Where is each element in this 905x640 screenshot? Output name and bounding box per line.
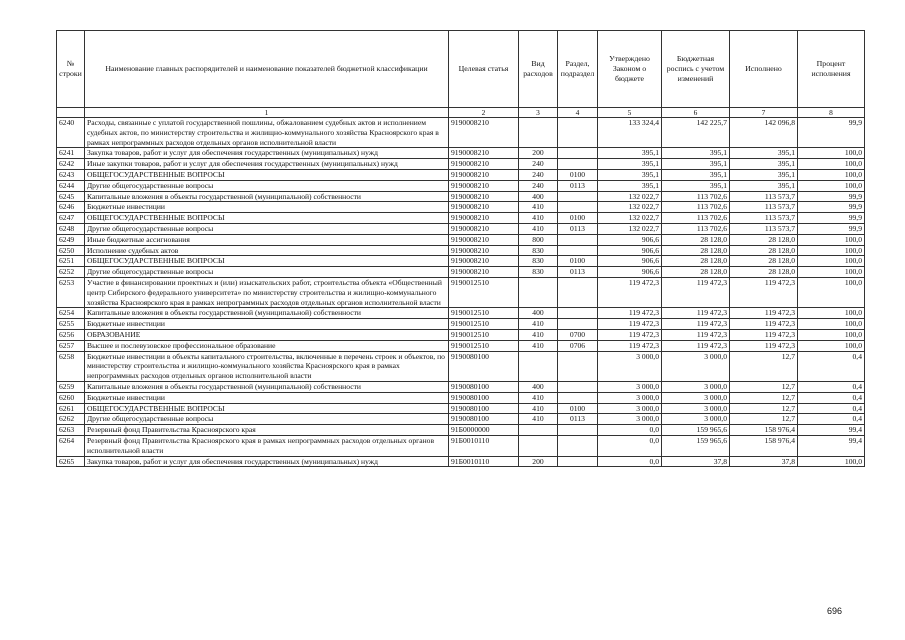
- budget-schedule-amount-cell: 28 128,0: [662, 234, 730, 245]
- row-number-cell: 6255: [57, 319, 85, 330]
- executed-amount-cell: 12,7: [730, 381, 798, 392]
- table-row: [57, 340, 865, 351]
- execution-percent-cell: 100,0: [798, 340, 865, 351]
- row-name-cell: Другие общегосударственные вопросы: [85, 223, 449, 234]
- table-row: [57, 148, 865, 159]
- budget-schedule-amount-cell: 3 000,0: [662, 351, 730, 381]
- row-number-cell: 6259: [57, 381, 85, 392]
- approved-amount-cell: 906,6: [598, 234, 662, 245]
- expense-type-cell: [519, 425, 558, 436]
- section-cell: 0100: [558, 256, 598, 267]
- budget-schedule-amount-cell: 28 128,0: [662, 245, 730, 256]
- header-row-number: № строки: [57, 31, 85, 108]
- execution-percent-cell: 100,0: [798, 456, 865, 467]
- executed-amount-cell: 37,8: [730, 456, 798, 467]
- approved-amount-cell: 3 000,0: [598, 414, 662, 425]
- executed-amount-cell: 395,1: [730, 159, 798, 170]
- column-number-blank: [57, 108, 85, 118]
- table-row: [57, 435, 865, 456]
- budget-schedule-amount-cell: 113 702,6: [662, 202, 730, 213]
- budget-schedule-amount-cell: 142 225,7: [662, 118, 730, 148]
- row-name-cell: Высшее и послевузовское профессиональное образование: [85, 340, 449, 351]
- executed-amount-cell: 113 573,7: [730, 191, 798, 202]
- budget-schedule-amount-cell: 113 702,6: [662, 223, 730, 234]
- executed-amount-cell: 113 573,7: [730, 213, 798, 224]
- execution-percent-cell: 100,0: [798, 148, 865, 159]
- row-number-cell: 6262: [57, 414, 85, 425]
- row-number-cell: 6253: [57, 277, 85, 307]
- execution-percent-cell: 100,0: [798, 234, 865, 245]
- section-cell: [558, 277, 598, 307]
- executed-amount-cell: 119 472,3: [730, 319, 798, 330]
- row-name-cell: Капитальные вложения в объекты государственной (муниципальной) собственности: [85, 308, 449, 319]
- expense-type-cell: 410: [519, 414, 558, 425]
- target-article-cell: 9190012510: [449, 319, 519, 330]
- approved-amount-cell: 132 022,7: [598, 202, 662, 213]
- row-number-cell: 6251: [57, 256, 85, 267]
- row-name-cell: Иные закупки товаров, работ и услуг для обеспечения государственных (муниципальных) нужд: [85, 159, 449, 170]
- table-row: [57, 329, 865, 340]
- table-row: [57, 351, 865, 381]
- expense-type-cell: 240: [519, 169, 558, 180]
- budget-schedule-amount-cell: 395,1: [662, 148, 730, 159]
- table-row: [57, 159, 865, 170]
- column-number: 8: [798, 108, 865, 118]
- target-article-cell: 9190080100: [449, 392, 519, 403]
- target-article-cell: 9190008210: [449, 234, 519, 245]
- approved-amount-cell: 132 022,7: [598, 213, 662, 224]
- approved-amount-cell: 0,0: [598, 425, 662, 436]
- expense-type-cell: 410: [519, 223, 558, 234]
- row-name-cell: ОБЩЕГОСУДАРСТВЕННЫЕ ВОПРОСЫ: [85, 403, 449, 414]
- execution-percent-cell: 100,0: [798, 180, 865, 191]
- row-number-cell: 6260: [57, 392, 85, 403]
- execution-percent-cell: 100,0: [798, 245, 865, 256]
- expense-type-cell: 410: [519, 392, 558, 403]
- expense-type-cell: 200: [519, 456, 558, 467]
- row-name-cell: Бюджетные инвестиции: [85, 319, 449, 330]
- table-row: [57, 180, 865, 191]
- column-number: 1: [85, 108, 449, 118]
- section-cell: [558, 202, 598, 213]
- expense-type-cell: 240: [519, 159, 558, 170]
- header-section: Раздел, подраздел: [558, 31, 598, 108]
- execution-percent-cell: 99,4: [798, 425, 865, 436]
- table-row: [57, 456, 865, 467]
- target-article-cell: 9190080100: [449, 381, 519, 392]
- executed-amount-cell: 12,7: [730, 414, 798, 425]
- execution-percent-cell: 100,0: [798, 308, 865, 319]
- table-row: [57, 118, 865, 148]
- executed-amount-cell: 142 096,8: [730, 118, 798, 148]
- expense-type-cell: [519, 351, 558, 381]
- row-number-cell: 6257: [57, 340, 85, 351]
- budget-schedule-amount-cell: 119 472,3: [662, 308, 730, 319]
- expense-type-cell: 410: [519, 213, 558, 224]
- expense-type-cell: 830: [519, 256, 558, 267]
- row-number-cell: 6242: [57, 159, 85, 170]
- section-cell: 0113: [558, 267, 598, 278]
- row-name-cell: Бюджетные инвестиции: [85, 202, 449, 213]
- table-row: [57, 381, 865, 392]
- expense-type-cell: [519, 118, 558, 148]
- expense-type-cell: 200: [519, 148, 558, 159]
- executed-amount-cell: 158 976,4: [730, 435, 798, 456]
- executed-amount-cell: 28 128,0: [730, 234, 798, 245]
- budget-schedule-amount-cell: 113 702,6: [662, 213, 730, 224]
- row-number-cell: 6248: [57, 223, 85, 234]
- budget-schedule-amount-cell: 28 128,0: [662, 267, 730, 278]
- header-target-article: Целевая статья: [449, 31, 519, 108]
- execution-percent-cell: 0,4: [798, 403, 865, 414]
- target-article-cell: 9190008210: [449, 180, 519, 191]
- row-number-cell: 6252: [57, 267, 85, 278]
- row-number-cell: 6254: [57, 308, 85, 319]
- row-name-cell: Бюджетные инвестиции: [85, 392, 449, 403]
- execution-percent-cell: 100,0: [798, 329, 865, 340]
- row-name-cell: Закупка товаров, работ и услуг для обеспечения государственных (муниципальных) нужд: [85, 148, 449, 159]
- section-cell: [558, 435, 598, 456]
- target-article-cell: 9190008210: [449, 245, 519, 256]
- table-row: [57, 277, 865, 307]
- executed-amount-cell: 395,1: [730, 180, 798, 191]
- expense-type-cell: 410: [519, 202, 558, 213]
- row-number-cell: 6247: [57, 213, 85, 224]
- section-cell: 0100: [558, 403, 598, 414]
- target-article-cell: 91Б0010110: [449, 456, 519, 467]
- table-row: [57, 267, 865, 278]
- section-cell: 0113: [558, 180, 598, 191]
- row-name-cell: Капитальные вложения в объекты государственной (муниципальной) собственности: [85, 381, 449, 392]
- table-row: [57, 245, 865, 256]
- row-number-cell: 6244: [57, 180, 85, 191]
- section-cell: [558, 456, 598, 467]
- table-row: [57, 319, 865, 330]
- approved-amount-cell: 3 000,0: [598, 403, 662, 414]
- header-percent: Процент исполнения: [798, 31, 865, 108]
- budget-schedule-amount-cell: 395,1: [662, 169, 730, 180]
- target-article-cell: 9190008210: [449, 159, 519, 170]
- row-name-cell: ОБЩЕГОСУДАРСТВЕННЫЕ ВОПРОСЫ: [85, 169, 449, 180]
- execution-percent-cell: 99,9: [798, 202, 865, 213]
- row-number-cell: 6249: [57, 234, 85, 245]
- row-name-cell: Иные бюджетные ассигнования: [85, 234, 449, 245]
- target-article-cell: 9190008210: [449, 191, 519, 202]
- section-cell: [558, 234, 598, 245]
- execution-percent-cell: 100,0: [798, 169, 865, 180]
- expense-type-cell: 240: [519, 180, 558, 191]
- header-budget-schedule: Бюджетная роспись с учетом изменений: [662, 31, 730, 108]
- approved-amount-cell: 3 000,0: [598, 392, 662, 403]
- budget-schedule-amount-cell: 119 472,3: [662, 277, 730, 307]
- budget-schedule-amount-cell: 3 000,0: [662, 403, 730, 414]
- target-article-cell: 9190012510: [449, 308, 519, 319]
- target-article-cell: 9190008210: [449, 213, 519, 224]
- target-article-cell: 9190012510: [449, 329, 519, 340]
- row-name-cell: Капитальные вложения в объекты государственной (муниципальной) собственности: [85, 191, 449, 202]
- section-cell: [558, 381, 598, 392]
- approved-amount-cell: 906,6: [598, 245, 662, 256]
- table-row: [57, 202, 865, 213]
- executed-amount-cell: 12,7: [730, 403, 798, 414]
- approved-amount-cell: 132 022,7: [598, 191, 662, 202]
- column-number: 7: [730, 108, 798, 118]
- row-name-cell: Резервный фонд Правительства Красноярского края: [85, 425, 449, 436]
- section-cell: [558, 245, 598, 256]
- row-name-cell: ОБЩЕГОСУДАРСТВЕННЫЕ ВОПРОСЫ: [85, 213, 449, 224]
- budget-schedule-amount-cell: 3 000,0: [662, 414, 730, 425]
- section-cell: [558, 118, 598, 148]
- execution-percent-cell: 0,4: [798, 414, 865, 425]
- expense-type-cell: 830: [519, 245, 558, 256]
- page-number: 696: [827, 606, 843, 616]
- table-row: [57, 234, 865, 245]
- section-cell: 0100: [558, 213, 598, 224]
- row-number-cell: 6258: [57, 351, 85, 381]
- row-name-cell: Бюджетные инвестиции в объекты капитального строительства, включенные в перечень строек и объектов, по министерству строительства и жилищно-коммунального хозяйства Красноярского края в рамках непрограммных расходов отдельных органов исполнительной власти: [85, 351, 449, 381]
- section-cell: [558, 191, 598, 202]
- column-number-row: [57, 108, 865, 118]
- table-row: [57, 414, 865, 425]
- execution-percent-cell: 0,4: [798, 392, 865, 403]
- table-row: [57, 213, 865, 224]
- target-article-cell: 9190008210: [449, 256, 519, 267]
- target-article-cell: 9190012510: [449, 340, 519, 351]
- executed-amount-cell: 119 472,3: [730, 308, 798, 319]
- table-row: [57, 169, 865, 180]
- approved-amount-cell: 119 472,3: [598, 308, 662, 319]
- expense-type-cell: 410: [519, 329, 558, 340]
- executed-amount-cell: 395,1: [730, 169, 798, 180]
- section-cell: 0706: [558, 340, 598, 351]
- row-number-cell: 6245: [57, 191, 85, 202]
- header-executed: Исполнено: [730, 31, 798, 108]
- approved-amount-cell: 3 000,0: [598, 351, 662, 381]
- section-cell: [558, 351, 598, 381]
- row-name-cell: Закупка товаров, работ и услуг для обеспечения государственных (муниципальных) нужд: [85, 456, 449, 467]
- approved-amount-cell: 119 472,3: [598, 329, 662, 340]
- execution-percent-cell: 0,4: [798, 381, 865, 392]
- section-cell: [558, 319, 598, 330]
- approved-amount-cell: 906,6: [598, 267, 662, 278]
- execution-percent-cell: 99,9: [798, 118, 865, 148]
- executed-amount-cell: 28 128,0: [730, 256, 798, 267]
- header-name: Наименование главных распорядителей и наименование показателей бюджетной классификации: [85, 31, 449, 108]
- target-article-cell: 9190012510: [449, 277, 519, 307]
- target-article-cell: 91Б0000000: [449, 425, 519, 436]
- executed-amount-cell: 119 472,3: [730, 340, 798, 351]
- table-row: [57, 308, 865, 319]
- approved-amount-cell: 906,6: [598, 256, 662, 267]
- table-row: [57, 256, 865, 267]
- expense-type-cell: 410: [519, 340, 558, 351]
- table-body: [57, 118, 865, 467]
- expense-type-cell: 410: [519, 403, 558, 414]
- executed-amount-cell: 158 976,4: [730, 425, 798, 436]
- budget-execution-table: [56, 30, 865, 467]
- expense-type-cell: 800: [519, 234, 558, 245]
- execution-percent-cell: 100,0: [798, 277, 865, 307]
- section-cell: 0113: [558, 414, 598, 425]
- execution-percent-cell: 99,4: [798, 435, 865, 456]
- execution-percent-cell: 99,9: [798, 191, 865, 202]
- row-number-cell: 6264: [57, 435, 85, 456]
- approved-amount-cell: 395,1: [598, 159, 662, 170]
- row-name-cell: Другие общегосударственные вопросы: [85, 414, 449, 425]
- budget-schedule-amount-cell: 113 702,6: [662, 191, 730, 202]
- row-number-cell: 6256: [57, 329, 85, 340]
- section-cell: 0100: [558, 169, 598, 180]
- budget-schedule-amount-cell: 119 472,3: [662, 340, 730, 351]
- section-cell: [558, 159, 598, 170]
- budget-schedule-amount-cell: 395,1: [662, 159, 730, 170]
- executed-amount-cell: 119 472,3: [730, 277, 798, 307]
- expense-type-cell: 400: [519, 191, 558, 202]
- approved-amount-cell: 119 472,3: [598, 340, 662, 351]
- budget-schedule-amount-cell: 37,8: [662, 456, 730, 467]
- approved-amount-cell: 0,0: [598, 456, 662, 467]
- execution-percent-cell: 100,0: [798, 159, 865, 170]
- budget-schedule-amount-cell: 3 000,0: [662, 381, 730, 392]
- section-cell: 0700: [558, 329, 598, 340]
- column-number: 3: [519, 108, 558, 118]
- expense-type-cell: [519, 277, 558, 307]
- approved-amount-cell: 395,1: [598, 180, 662, 191]
- execution-percent-cell: 100,0: [798, 319, 865, 330]
- row-name-cell: Резервный фонд Правительства Красноярского края в рамках непрограммных расходов отдельных органов исполнительной власти: [85, 435, 449, 456]
- target-article-cell: 9190080100: [449, 403, 519, 414]
- target-article-cell: 9190008210: [449, 118, 519, 148]
- row-name-cell: Другие общегосударственные вопросы: [85, 267, 449, 278]
- expense-type-cell: [519, 435, 558, 456]
- target-article-cell: 9190080100: [449, 351, 519, 381]
- execution-percent-cell: 100,0: [798, 256, 865, 267]
- execution-percent-cell: 99,9: [798, 223, 865, 234]
- budget-schedule-amount-cell: 395,1: [662, 180, 730, 191]
- approved-amount-cell: 395,1: [598, 148, 662, 159]
- approved-amount-cell: 119 472,3: [598, 319, 662, 330]
- target-article-cell: 91Б0010110: [449, 435, 519, 456]
- row-number-cell: 6241: [57, 148, 85, 159]
- row-name-cell: Расходы, связанные с уплатой государственной пошлины, обжалованием судебных актов и исполнением судебных актов, по министерству строительства и жилищно-коммунального хозяйства Красноярского края в рамках непрограммных расходов отдельных органов исполнительной власти: [85, 118, 449, 148]
- row-name-cell: Другие общегосударственные вопросы: [85, 180, 449, 191]
- table-row: [57, 425, 865, 436]
- row-name-cell: Участие в финансировании проектных и (или) изыскательских работ, строительства объекта «Общественный центр Сибирского федерального университета» по министерству строительства и жилищно-коммунального хозяйства Красноярского края в рамках непрограммных расходов отдельных органов исполнительной власти: [85, 277, 449, 307]
- column-number: 6: [662, 108, 730, 118]
- executed-amount-cell: 12,7: [730, 351, 798, 381]
- row-number-cell: 6263: [57, 425, 85, 436]
- approved-amount-cell: 119 472,3: [598, 277, 662, 307]
- execution-percent-cell: 100,0: [798, 267, 865, 278]
- executed-amount-cell: 12,7: [730, 392, 798, 403]
- target-article-cell: 9190008210: [449, 223, 519, 234]
- budget-schedule-amount-cell: 119 472,3: [662, 329, 730, 340]
- approved-amount-cell: 132 022,7: [598, 223, 662, 234]
- target-article-cell: 9190008210: [449, 202, 519, 213]
- row-number-cell: 6261: [57, 403, 85, 414]
- table-row: [57, 403, 865, 414]
- section-cell: 0113: [558, 223, 598, 234]
- target-article-cell: 9190008210: [449, 267, 519, 278]
- row-number-cell: 6243: [57, 169, 85, 180]
- row-number-cell: 6250: [57, 245, 85, 256]
- table-row: [57, 191, 865, 202]
- executed-amount-cell: 119 472,3: [730, 329, 798, 340]
- executed-amount-cell: 113 573,7: [730, 202, 798, 213]
- budget-schedule-amount-cell: 119 472,3: [662, 319, 730, 330]
- expense-type-cell: 400: [519, 381, 558, 392]
- approved-amount-cell: 0,0: [598, 435, 662, 456]
- column-number: 4: [558, 108, 598, 118]
- column-number: 2: [449, 108, 519, 118]
- budget-schedule-amount-cell: 159 965,6: [662, 435, 730, 456]
- header-approved: Утверждено Законом о бюджете: [598, 31, 662, 108]
- header-expense-type: Вид расходов: [519, 31, 558, 108]
- table-row: [57, 392, 865, 403]
- execution-percent-cell: 99,9: [798, 213, 865, 224]
- target-article-cell: 9190008210: [449, 148, 519, 159]
- expense-type-cell: 410: [519, 319, 558, 330]
- row-number-cell: 6240: [57, 118, 85, 148]
- executed-amount-cell: 28 128,0: [730, 245, 798, 256]
- target-article-cell: 9190008210: [449, 169, 519, 180]
- row-number-cell: 6246: [57, 202, 85, 213]
- executed-amount-cell: 28 128,0: [730, 267, 798, 278]
- row-name-cell: ОБРАЗОВАНИЕ: [85, 329, 449, 340]
- expense-type-cell: 400: [519, 308, 558, 319]
- approved-amount-cell: 133 324,4: [598, 118, 662, 148]
- row-number-cell: 6265: [57, 456, 85, 467]
- row-name-cell: ОБЩЕГОСУДАРСТВЕННЫЕ ВОПРОСЫ: [85, 256, 449, 267]
- executed-amount-cell: 395,1: [730, 148, 798, 159]
- budget-schedule-amount-cell: 159 965,6: [662, 425, 730, 436]
- section-cell: [558, 308, 598, 319]
- section-cell: [558, 392, 598, 403]
- approved-amount-cell: 395,1: [598, 169, 662, 180]
- execution-percent-cell: 0,4: [798, 351, 865, 381]
- row-name-cell: Исполнение судебных актов: [85, 245, 449, 256]
- executed-amount-cell: 113 573,7: [730, 223, 798, 234]
- table-header-row: [57, 31, 865, 108]
- approved-amount-cell: 3 000,0: [598, 381, 662, 392]
- column-number: 5: [598, 108, 662, 118]
- section-cell: [558, 148, 598, 159]
- target-article-cell: 9190080100: [449, 414, 519, 425]
- budget-schedule-amount-cell: 3 000,0: [662, 392, 730, 403]
- table-row: [57, 223, 865, 234]
- expense-type-cell: 830: [519, 267, 558, 278]
- budget-schedule-amount-cell: 28 128,0: [662, 256, 730, 267]
- section-cell: [558, 425, 598, 436]
